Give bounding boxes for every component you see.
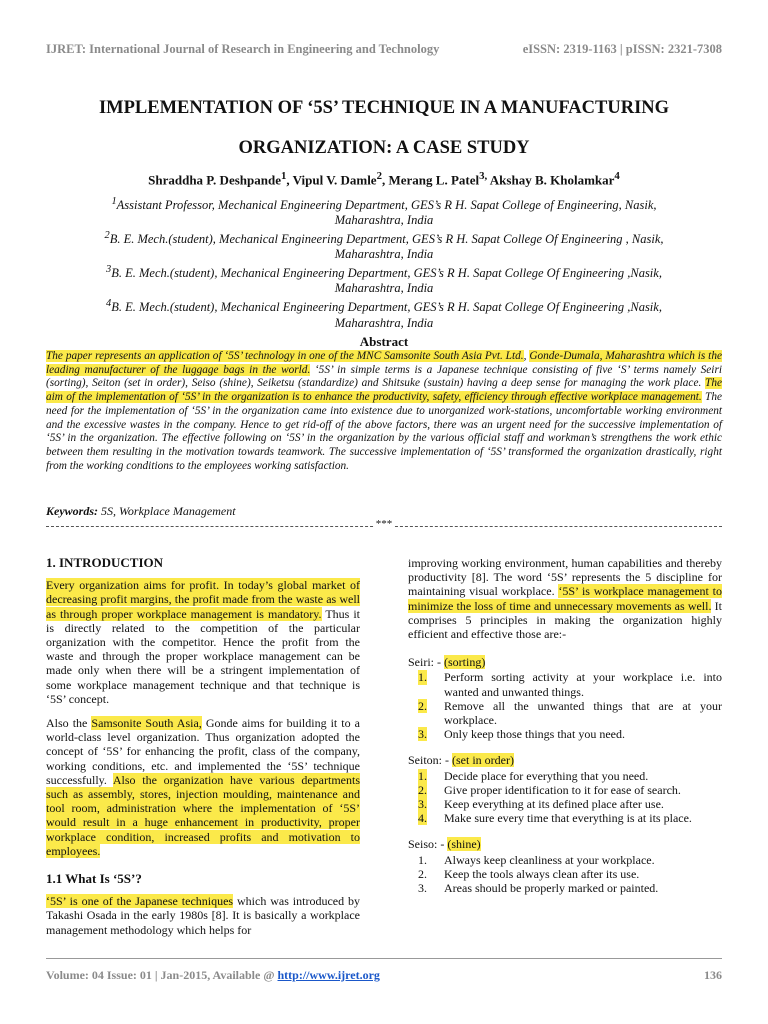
abstract-heading: Abstract	[359, 334, 409, 349]
seiri-block	[408, 655, 722, 741]
abstract-text: ‘5S’ in simple terms is a Japanese technique consisting of five ‘S’ terms namely Seiri (sorting), Seiton (set in order), Seiso (shine), Seiketsu (standardize) and Shitsuke (sustain) having a deep sense for managing the work place.	[46, 363, 722, 390]
author-3-sup: 3,	[479, 170, 488, 182]
keywords	[46, 504, 236, 519]
intro-heading: 1. INTRODUCTION	[46, 555, 164, 570]
journal-link[interactable]: http://www.ijret.org	[277, 968, 380, 982]
title-line-1: IMPLEMENTATION OF ‘5S’ TECHNIQUE IN A MANUFACTURING	[98, 98, 670, 118]
keywords-value: 5S, Workplace Management	[101, 504, 236, 518]
list-number: 2.	[418, 866, 427, 881]
intro-text: Gonde aims for building it to a world-class level organization. Thus organization adopted the concept of ‘5S’ for enhancing the profit, class of the company, working conditions, etc. and implemented the ‘5S’ technique successfully.	[46, 716, 360, 787]
list-text: Give proper identification to it for ease of search.	[444, 782, 681, 797]
abstract-highlight: The paper represents an application of ‘5S’ technology in one of the MNC Samsonite South Asia Pvt. Ltd.	[46, 350, 524, 362]
author-1: Shraddha P. Deshpande	[148, 172, 281, 188]
abstract-text: ,	[523, 350, 530, 362]
list-number: 3.	[418, 881, 427, 896]
list-number: 1.	[418, 852, 427, 867]
list-text: Decide place for everything that you need.	[444, 768, 649, 783]
list-item	[408, 699, 722, 727]
list-item	[408, 797, 722, 811]
intro-text: Thus it is directly related to the competition of the particular organization with the competitor. Hence the profit from the waste and through the proper workplace management can be made only when there will be a stringent implementation of some workplace management technique and that technique is ‘5S’ concept.	[46, 606, 361, 706]
list-number: 4.	[418, 811, 427, 826]
principles-text: improving working environment, human capabilities and thereby productivity [8]. The word ‘5S’ represents the 5 discipline for maintaining visual workplace.	[408, 556, 722, 599]
affiliation-1	[60, 194, 708, 228]
list-text: Keep everything at its defined place after use.	[444, 797, 664, 812]
list-text: Perform sorting activity at your workplace i.e. into wanted and unwanted things.	[444, 670, 722, 699]
seiton-lead	[408, 753, 722, 767]
affil-line: Maharashtra, India	[334, 247, 434, 262]
seiton-list	[408, 769, 722, 826]
right-column	[408, 556, 722, 907]
footer-divider	[46, 958, 722, 959]
list-item	[408, 769, 722, 783]
list-item	[408, 811, 722, 825]
seiso-block	[408, 837, 722, 895]
abstract-body	[46, 350, 722, 473]
list-item	[408, 867, 722, 881]
seiri-lead	[408, 655, 722, 669]
affil-sup: 4	[106, 298, 112, 310]
affil-line: Maharashtra, India	[334, 315, 434, 330]
list-number: 1.	[418, 768, 427, 783]
list-item	[408, 670, 722, 698]
footer-volume	[46, 968, 380, 983]
what-is-5s-highlight: ‘5S’ is one of the Japanese techniques	[46, 894, 234, 909]
author-4: Akshay B. Kholamkar	[489, 172, 615, 188]
affil-line: Maharashtra, India	[334, 213, 434, 228]
what-is-5s-paragraph	[46, 894, 360, 937]
page-footer	[46, 968, 722, 983]
seiton-label: Seiton: -	[408, 753, 452, 768]
author-1-sup: 1	[280, 170, 287, 182]
seiton-block	[408, 753, 722, 825]
affil-line: Assistant Professor, Mechanical Engineering Department, GES’s R H. Sapat College of Engineering, Nasik,	[116, 198, 657, 213]
list-number: 3.	[418, 797, 427, 812]
affil-line: B. E. Mech.(student), Mechanical Engineering Department, GES’s R H. Sapat College Of Engineering ,Nasik,	[111, 266, 662, 281]
seiso-list	[408, 853, 722, 896]
footer-volume-text: Volume: 04 Issue: 01 | Jan-2015, Available @	[46, 968, 278, 982]
list-item	[408, 881, 722, 895]
list-number: 2.	[418, 698, 427, 713]
affiliations	[60, 194, 708, 331]
intro-paragraph-1	[46, 578, 360, 706]
affil-sup: 1	[111, 196, 117, 207]
affil-line: B. E. Mech.(student), Mechanical Engineering Department, GES’s R H. Sapat College Of Engineering ,Nasik,	[111, 300, 662, 315]
seiri-tag: (sorting)	[444, 655, 486, 670]
what-is-5s-heading: 1.1 What Is ‘5S’?	[46, 871, 142, 887]
author-2-sup: 2	[376, 170, 382, 182]
list-text: Always keep cleanliness at your workplace.	[444, 852, 655, 867]
page-number: 136	[704, 968, 722, 982]
author-list: Shraddha P. Deshpande$^1$, Vipul V. Damle$^2$, Merang L. Patel$^{3,}$ Akshay B. Kholamkar$^4$	[148, 170, 620, 188]
author-2: Vipul V. Damle	[292, 172, 377, 188]
abstract-text: The need for the implementation of ‘5S’ in the organization came into existence due to unorganized work-stations, uncomfortable working environment and the excessive wastes in the company. Hence to get rid-off of the above factors, there was an urgent need for the successive implementation of ‘5S’ in the organization. The effective following on ‘5S’ in the organization by the various official staff and workman’s strengthens the work ethic between them resulting in the motivation towards teamwork. The successive implementation of ‘5S’ transformed the organization drastically, right from the working conditions to the employees working satisfaction.	[46, 391, 722, 472]
list-item	[408, 783, 722, 797]
seiso-label: Seiso: -	[408, 837, 448, 852]
author-4-sup: 4	[614, 170, 620, 182]
divider-stars: ***	[375, 518, 393, 530]
principles-intro	[408, 556, 722, 641]
intro-highlight: Every organization aims for profit. In today’s global market of decreasing profit margins, the profit made from the waste as well as through proper workplace management is mandatory.	[46, 578, 360, 621]
affil-line: B. E. Mech.(student), Mechanical Engineering Department, GES’s R H. Sapat College Of Engineering , Nasik,	[109, 232, 664, 247]
intro-highlight: Also the organization have various departments such as assembly, stores, injection moulding, maintenance and tool room, administration where the implementation of ‘5S’ would result in a huge enhancement in productivity, proper workplace condition, increased profits and motivation to employees.	[46, 772, 360, 858]
principles-highlight: ‘5S’ is workplace management to minimize the loss of time and unnecessary movements as well.	[408, 584, 722, 613]
affiliation-4	[60, 296, 708, 330]
paper-title	[40, 88, 728, 168]
affil-line: Maharashtra, India	[334, 281, 434, 296]
list-item	[408, 853, 722, 867]
seiri-list	[408, 670, 722, 741]
list-number: 3.	[418, 727, 427, 742]
list-text: Keep the tools always clean after its use.	[444, 866, 640, 881]
author-3: Merang L. Patel	[388, 172, 480, 188]
left-column	[46, 556, 360, 947]
abstract-highlight: Gonde-Dumala, Maharashtra which is the leading manufacturer of the luggage bags in the world.	[46, 350, 722, 376]
affiliation-2	[60, 228, 708, 262]
what-is-5s-text: which was introduced by Takashi Osada in the early 1980s [8]. It is basically a workplace management methodology which helps for	[46, 894, 360, 937]
principles-text: It comprises 5 principles in making the organization highly efficient and effective those are:-	[408, 598, 722, 642]
list-text: Remove all the unwanted things that are at your workplace.	[444, 698, 722, 728]
journal-header	[46, 42, 722, 57]
journal-name: IJRET: International Journal of Research in Engineering and Technology	[46, 42, 440, 56]
list-number: 2.	[418, 782, 427, 797]
list-text: Areas should be properly marked or painted.	[444, 881, 659, 896]
affil-sup: 3	[106, 264, 112, 276]
keywords-label: Keywords:	[46, 504, 98, 518]
seiso-tag: (shine)	[447, 837, 481, 852]
intro-text: Also the	[46, 716, 92, 731]
seiton-tag: (set in order)	[452, 753, 514, 768]
intro-highlight: Samsonite South Asia,	[91, 716, 202, 731]
intro-paragraph-2	[46, 716, 360, 858]
list-text: Only keep those things that you need.	[444, 727, 625, 742]
list-item	[408, 727, 722, 741]
title-line-2: ORGANIZATION: A CASE STUDY	[238, 138, 530, 158]
seiri-label: Seiri: -	[408, 655, 444, 670]
section-divider	[46, 518, 722, 537]
list-text: Make sure every time that everything is at its place.	[444, 811, 692, 826]
affil-sup: 2	[104, 230, 110, 242]
seiso-lead	[408, 837, 722, 851]
list-number: 1.	[418, 670, 427, 685]
issn: eISSN: 2319-1163 | pISSN: 2321-7308	[522, 42, 722, 56]
abstract-highlight: The aim of the implementation of ‘5S’ in the organization is to enhance the productivity, safety, efficiency through effective workplace management.	[46, 377, 722, 404]
affiliation-3	[60, 262, 708, 296]
